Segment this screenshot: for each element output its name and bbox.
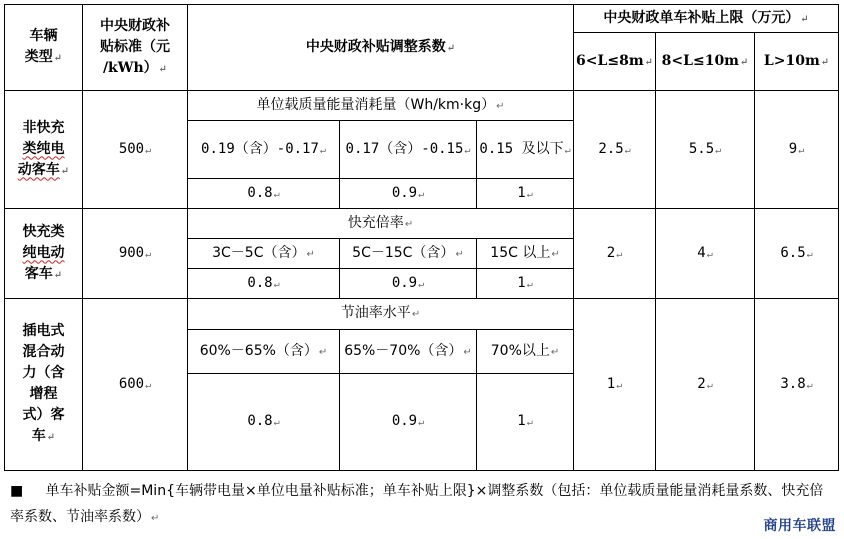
header-vehicle-type: 车辆 类型↵ [5, 5, 83, 91]
row1-vehicle-type: 非快充 类纯电 动客车↵ [5, 91, 83, 209]
note-bullet: ■ [10, 483, 24, 499]
row2-metric: 快充倍率↵ [188, 209, 574, 239]
row2-range-2: 5C－15C（含）↵ [340, 239, 477, 269]
row3-cap-6-8: 1↵ [574, 299, 656, 471]
row2-range-3: 15C 以上↵ [477, 239, 574, 269]
header-adjust-coefficient: 中央财政补贴调整系数↵ [188, 5, 574, 91]
row3-range-1: 60%－65%（含）↵ [188, 330, 340, 374]
row3-cap-over-10: 3.8↵ [755, 299, 839, 471]
row2-standard: 900↵ [83, 209, 188, 299]
note-text: 单车补贴金额=Min{车辆带电量×单位电量补贴标准；单车补贴上限}×调整系数（包括：单位载质量能量消耗量系数、快充倍率系数、节油率系数） [10, 483, 824, 525]
row1-cap-6-8: 2.5↵ [574, 91, 656, 209]
row2-range-1: 3C－5C（含）↵ [188, 239, 340, 269]
row3-coef-2: 0.9↵ [340, 374, 477, 471]
header-length-6-8: 6<L≤8m↵ [574, 33, 656, 91]
row1-range-2: 0.17（含）-0.15↵ [340, 121, 477, 179]
subsidy-table [4, 4, 839, 471]
subsidy-formula-note: ■ 单车补贴金额=Min{车辆带电量×单位电量补贴标准；单车补贴上限}×调整系数（包括：单位载质量能量消耗量系数、快充倍率系数、节油率系数）↵ [10, 483, 824, 525]
header-length-over-10: L>10m↵ [755, 33, 839, 91]
row1-coef-2: 0.9↵ [340, 179, 477, 209]
row2-cap-over-10: 6.5↵ [755, 209, 839, 299]
row3-range-2: 65%－70%（含）↵ [340, 330, 477, 374]
row3-coef-1: 0.8↵ [188, 374, 340, 471]
watermark-logo: 商用车联盟 [762, 515, 839, 535]
row3-coef-3: 1↵ [477, 374, 574, 471]
row2-cap-8-10: 4↵ [656, 209, 755, 299]
row2-coef-3: 1↵ [477, 269, 574, 299]
row2-coef-1: 0.8↵ [188, 269, 340, 299]
row1-cap-over-10: 9↵ [755, 91, 839, 209]
row1-coef-3: 1↵ [477, 179, 574, 209]
row3-cap-8-10: 2↵ [656, 299, 755, 471]
row1-coef-1: 0.8↵ [188, 179, 340, 209]
row3-vehicle-type: 插电式 混合动 力（含 增程 式）客 车↵ [5, 299, 83, 471]
row1-standard: 500↵ [83, 91, 188, 209]
row1-range-3: 0.15 及以下↵ [477, 121, 574, 179]
row3-standard: 600↵ [83, 299, 188, 471]
row2-vehicle-type: 快充类 纯电动 客车↵ [5, 209, 83, 299]
row1-cap-8-10: 5.5↵ [656, 91, 755, 209]
row3-metric: 节油率水平↵ [188, 299, 574, 330]
row3-range-3: 70%以上↵ [477, 330, 574, 374]
row2-coef-2: 0.9↵ [340, 269, 477, 299]
subsidy-document [4, 4, 839, 471]
header-cap-title: 中央财政单车补贴上限（万元）↵ [574, 5, 839, 33]
header-length-8-10: 8<L≤10m↵ [656, 33, 755, 91]
header-subsidy-standard: 中央财政补 贴标准（元 /kWh）↵ [83, 5, 188, 91]
row1-range-1: 0.19（含）-0.17↵ [188, 121, 340, 179]
row1-metric: 单位载质量能量消耗量（Wh/km·kg）↵ [188, 91, 574, 121]
row2-cap-6-8: 2↵ [574, 209, 656, 299]
